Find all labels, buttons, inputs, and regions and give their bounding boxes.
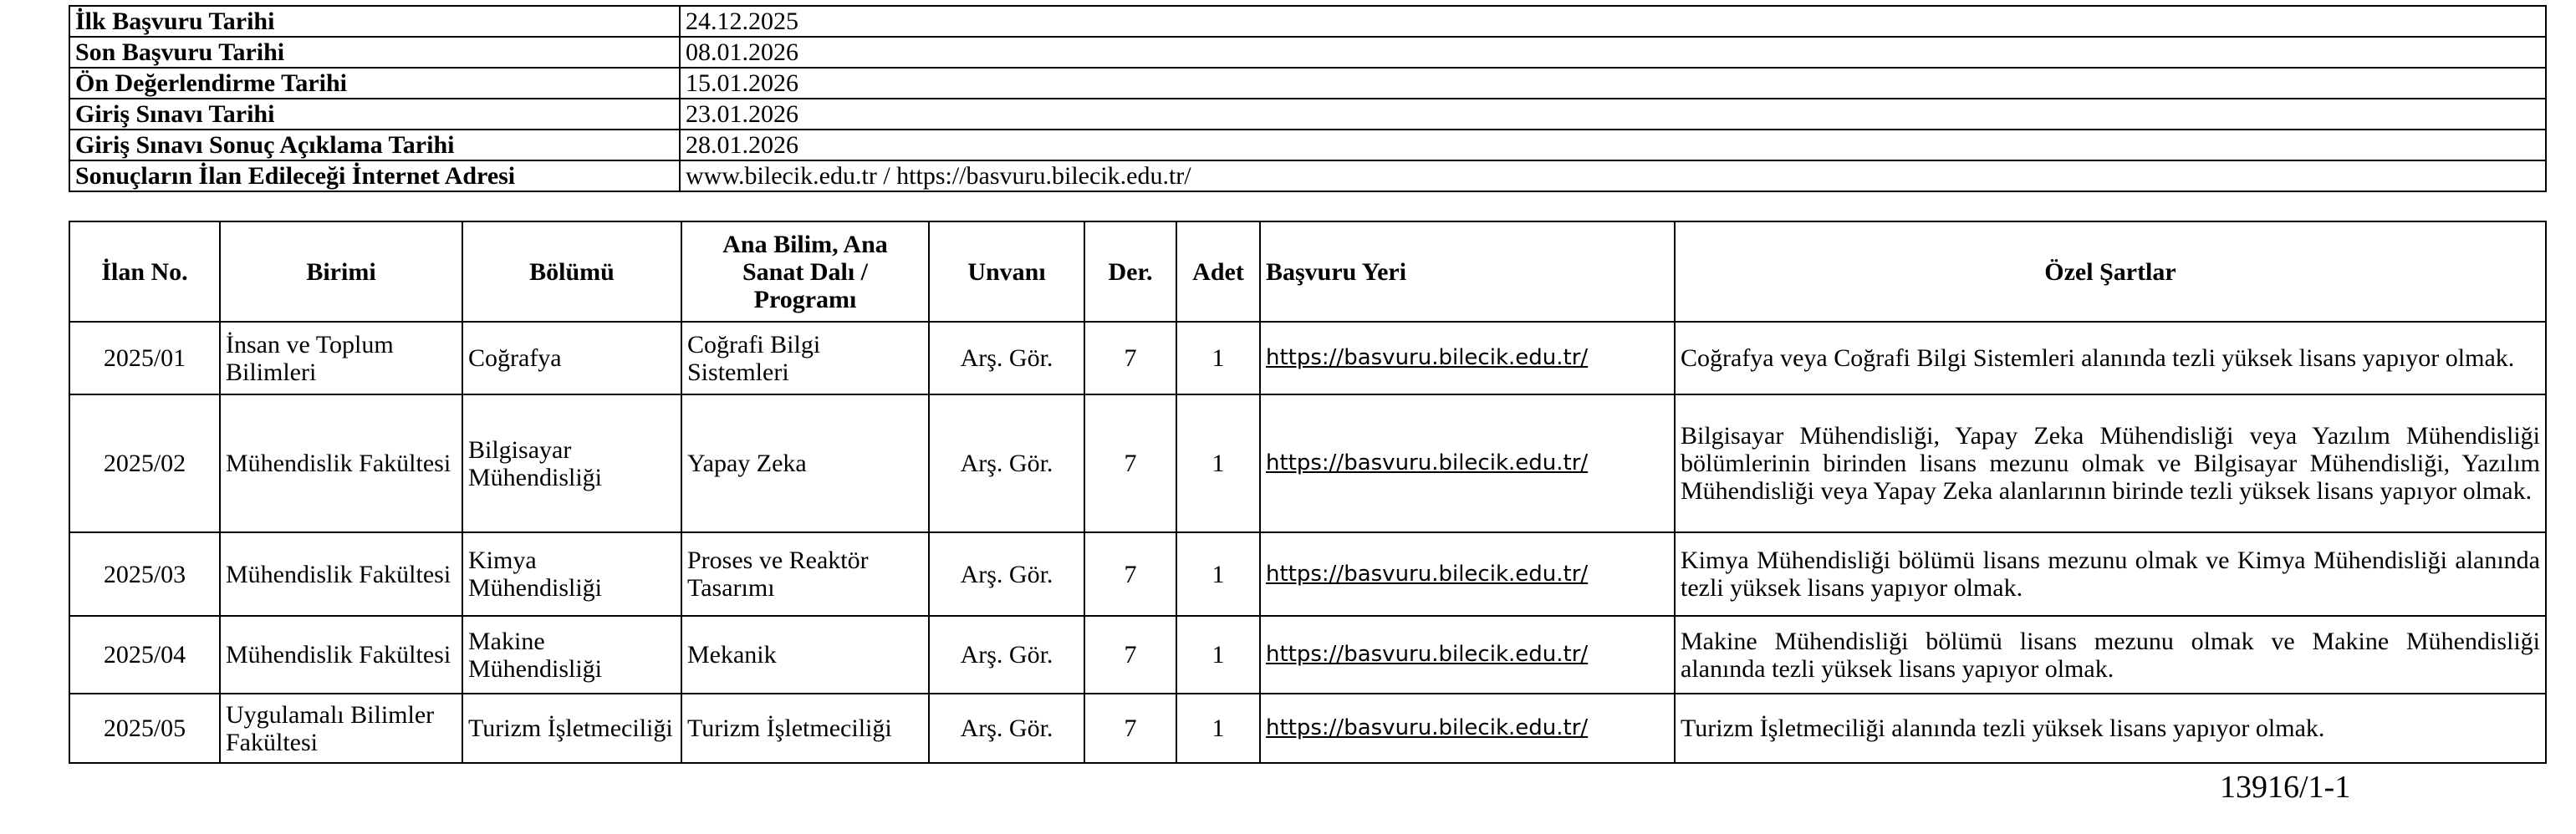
dates-table bbox=[69, 5, 2547, 192]
ozel-sartlar-cell: Turizm İşletmeciliği alanında tezli yüksek lisans yapıyor olmak. bbox=[1675, 694, 2546, 763]
basvuru-link[interactable]: https://basvuru.bilecik.edu.tr/ bbox=[1260, 616, 1675, 694]
der-cell: 7 bbox=[1084, 322, 1176, 394]
header-unvani: Unvanı bbox=[929, 221, 1084, 322]
adet-cell: 1 bbox=[1176, 616, 1260, 694]
table-row bbox=[69, 694, 2546, 763]
table-row bbox=[69, 322, 2546, 394]
der-cell: 7 bbox=[1084, 616, 1176, 694]
header-basvuru-yeri: Başvuru Yeri bbox=[1260, 221, 1675, 322]
basvuru-link[interactable]: https://basvuru.bilecik.edu.tr/ bbox=[1260, 694, 1675, 763]
results-address: www.bilecik.edu.tr / https://basvuru.bilecik.edu.tr/ bbox=[680, 160, 2546, 191]
bolumu-cell: Bilgisayar Mühendisliği bbox=[462, 394, 681, 532]
date-row bbox=[69, 37, 2546, 68]
table-row bbox=[69, 616, 2546, 694]
date-label: Giriş Sınavı Tarihi bbox=[69, 99, 680, 130]
der-cell: 7 bbox=[1084, 394, 1176, 532]
unvani-cell: Arş. Gör. bbox=[929, 532, 1084, 616]
basvuru-link[interactable]: https://basvuru.bilecik.edu.tr/ bbox=[1260, 394, 1675, 532]
birimi-cell: Mühendislik Fakültesi bbox=[220, 394, 462, 532]
date-row bbox=[69, 160, 2546, 191]
header-birimi: Birimi bbox=[220, 221, 462, 322]
date-label: Giriş Sınavı Sonuç Açıklama Tarihi bbox=[69, 130, 680, 160]
ilan-no-cell: 2025/03 bbox=[69, 532, 220, 616]
table-row bbox=[69, 532, 2546, 616]
ilan-no-cell: 2025/02 bbox=[69, 394, 220, 532]
adet-cell: 1 bbox=[1176, 322, 1260, 394]
header-bolumu: Bölümü bbox=[462, 221, 681, 322]
date-label: Sonuçların İlan Edileceği İnternet Adresi bbox=[69, 160, 680, 191]
ilan-no-cell: 2025/01 bbox=[69, 322, 220, 394]
unvani-cell: Arş. Gör. bbox=[929, 616, 1084, 694]
adet-cell: 1 bbox=[1176, 532, 1260, 616]
ozel-sartlar-cell: Kimya Mühendisliği bölümü lisans mezunu olmak ve Kimya Mühendisliği alanında tezli yüksek lisans yapıyor olmak. bbox=[1675, 532, 2546, 616]
header-row bbox=[69, 221, 2546, 322]
header-ozel-sartlar: Özel Şartlar bbox=[1675, 221, 2546, 322]
header-program bbox=[681, 221, 929, 322]
header-program-line2: Sanat Dalı / bbox=[742, 257, 869, 286]
date-row bbox=[69, 68, 2546, 99]
header-ilan-no: İlan No. bbox=[69, 221, 220, 322]
date-value: 15.01.2026 bbox=[680, 68, 2546, 99]
date-value: 08.01.2026 bbox=[680, 37, 2546, 68]
header-program-line1: Ana Bilim, Ana bbox=[722, 230, 888, 258]
date-value: 23.01.2026 bbox=[680, 99, 2546, 130]
header-program-line3: Programı bbox=[753, 285, 857, 313]
bolumu-cell: Coğrafya bbox=[462, 322, 681, 394]
program-cell: Turizm İşletmeciliği bbox=[681, 694, 929, 763]
ilan-no-cell: 2025/04 bbox=[69, 616, 220, 694]
date-label: Ön Değerlendirme Tarihi bbox=[69, 68, 680, 99]
ilan-no-cell: 2025/05 bbox=[69, 694, 220, 763]
program-cell: Proses ve Reaktör Tasarımı bbox=[681, 532, 929, 616]
bolumu-cell: Kimya Mühendisliği bbox=[462, 532, 681, 616]
page-reference-number: 13916/1-1 bbox=[2220, 770, 2351, 805]
date-row bbox=[69, 130, 2546, 160]
date-label: Son Başvuru Tarihi bbox=[69, 37, 680, 68]
der-cell: 7 bbox=[1084, 694, 1176, 763]
birimi-cell: Mühendislik Fakültesi bbox=[220, 616, 462, 694]
ozel-sartlar-cell: Coğrafya veya Coğrafi Bilgi Sistemleri alanında tezli yüksek lisans yapıyor olmak. bbox=[1675, 322, 2546, 394]
date-row bbox=[69, 99, 2546, 130]
table-row bbox=[69, 394, 2546, 532]
basvuru-link[interactable]: https://basvuru.bilecik.edu.tr/ bbox=[1260, 532, 1675, 616]
basvuru-link[interactable]: https://basvuru.bilecik.edu.tr/ bbox=[1260, 322, 1675, 394]
date-row bbox=[69, 6, 2546, 37]
birimi-cell: Mühendislik Fakültesi bbox=[220, 532, 462, 616]
header-der: Der. bbox=[1084, 221, 1176, 322]
positions-table bbox=[69, 221, 2547, 764]
birimi-cell: İnsan ve Toplum Bilimleri bbox=[220, 322, 462, 394]
header-adet: Adet bbox=[1176, 221, 1260, 322]
unvani-cell: Arş. Gör. bbox=[929, 322, 1084, 394]
date-label: İlk Başvuru Tarihi bbox=[69, 6, 680, 37]
bolumu-cell: Makine Mühendisliği bbox=[462, 616, 681, 694]
date-value: 28.01.2026 bbox=[680, 130, 2546, 160]
adet-cell: 1 bbox=[1176, 394, 1260, 532]
unvani-cell: Arş. Gör. bbox=[929, 394, 1084, 532]
birimi-cell: Uygulamalı Bilimler Fakültesi bbox=[220, 694, 462, 763]
der-cell: 7 bbox=[1084, 532, 1176, 616]
adet-cell: 1 bbox=[1176, 694, 1260, 763]
program-cell: Coğrafi Bilgi Sistemleri bbox=[681, 322, 929, 394]
program-cell: Mekanik bbox=[681, 616, 929, 694]
bolumu-cell: Turizm İşletmeciliği bbox=[462, 694, 681, 763]
ozel-sartlar-cell: Bilgisayar Mühendisliği, Yapay Zeka Mühendisliği veya Yazılım Mühendisliği bölümlerinin birinden lisans mezunu olmak ve Bilgisayar Mühendisliği, Yazılım Mühendisliği veya Yapay Zeka alanlarının birinde tezli yüksek lisans yapıyor olmak. bbox=[1675, 394, 2546, 532]
ozel-sartlar-cell: Makine Mühendisliği bölümü lisans mezunu olmak ve Makine Mühendisliği alanında tezli yüksek lisans yapıyor olmak. bbox=[1675, 616, 2546, 694]
program-cell: Yapay Zeka bbox=[681, 394, 929, 532]
unvani-cell: Arş. Gör. bbox=[929, 694, 1084, 763]
date-value: 24.12.2025 bbox=[680, 6, 2546, 37]
